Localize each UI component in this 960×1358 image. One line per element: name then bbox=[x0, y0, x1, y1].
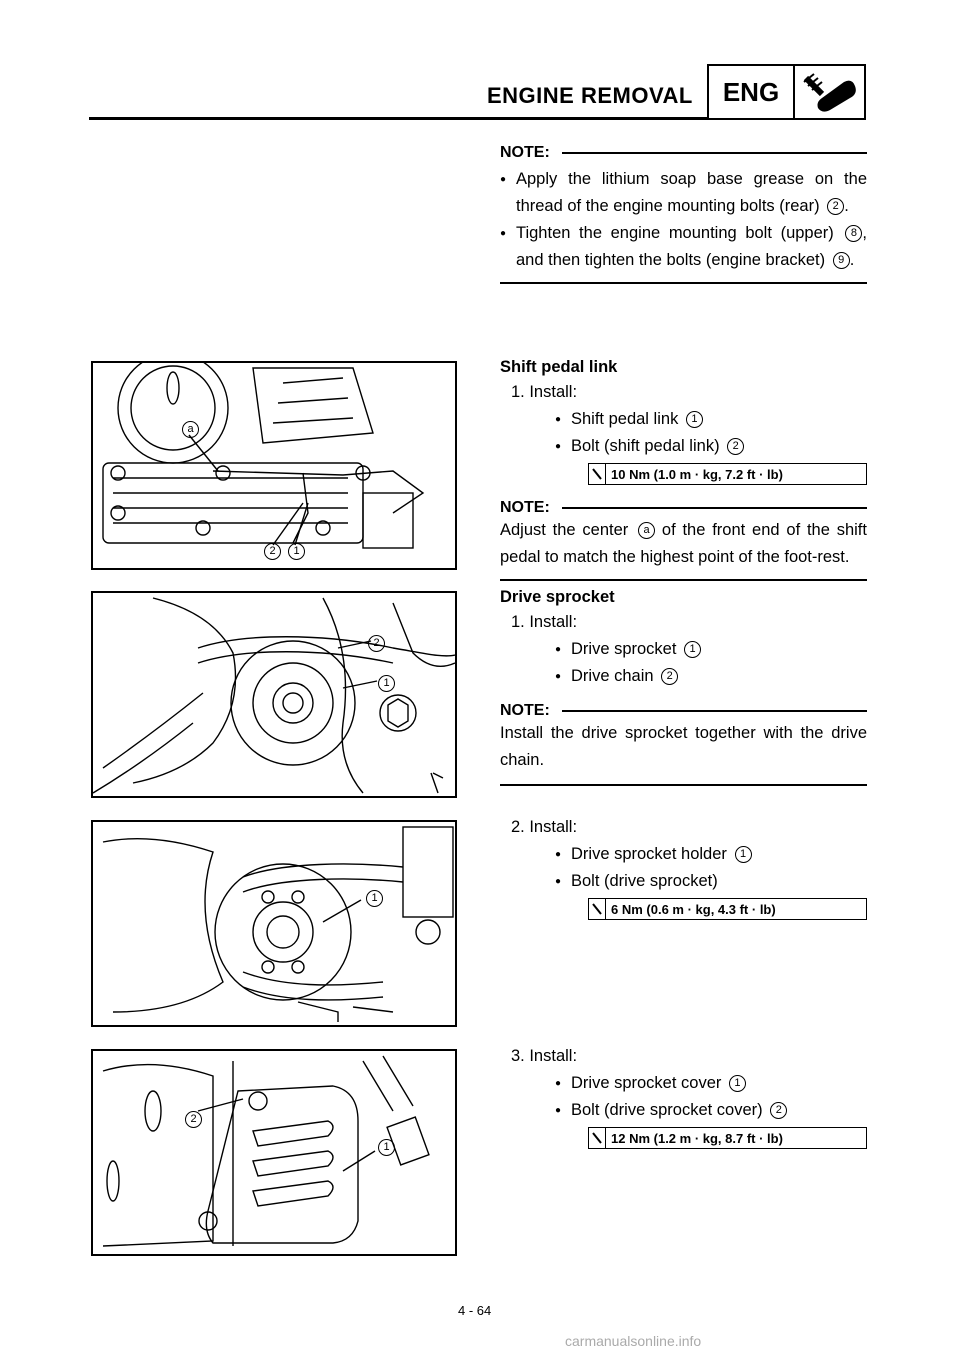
ref-number: 1 bbox=[729, 1075, 746, 1092]
note-text: Adjust the center a of the front end of the shift pedal to match the highest point of the foot-rest. bbox=[500, 521, 867, 566]
section-badge bbox=[707, 64, 866, 120]
section-title: Shift pedal link bbox=[500, 358, 618, 376]
note-label: NOTE: bbox=[500, 499, 550, 516]
drive-sprocket-illustration bbox=[93, 593, 455, 796]
list-item: ● Drive chain 2 bbox=[555, 663, 867, 690]
figure-shift-pedal bbox=[91, 361, 457, 570]
figure-label: 2 bbox=[264, 543, 281, 560]
list-item: ● Bolt (shift pedal link) 2 bbox=[555, 433, 867, 460]
section-shift-pedal bbox=[500, 358, 867, 581]
torque-spec: 10 Nm (1.0 m · kg, 7.2 ft · lb) bbox=[588, 463, 867, 485]
ref-number: 2 bbox=[770, 1102, 787, 1119]
torque-wrench-icon bbox=[589, 464, 606, 484]
figure-sprocket-cover bbox=[91, 1049, 457, 1256]
note-end-rule bbox=[500, 282, 867, 284]
shift-pedal-illustration bbox=[93, 363, 455, 568]
header-rule bbox=[89, 117, 707, 120]
torque-wrench-icon bbox=[589, 899, 606, 919]
sprocket-holder-illustration bbox=[93, 822, 455, 1025]
list-item: ● Drive sprocket cover 1 bbox=[555, 1070, 867, 1097]
figure-label: 1 bbox=[378, 675, 395, 692]
note-item: ● Apply the lithium soap base grease on the thread of the engine mounting bolts (rear) 2 . bbox=[500, 166, 867, 220]
note-end-rule bbox=[500, 784, 867, 786]
section-step-2 bbox=[500, 814, 867, 920]
figure-label: 1 bbox=[366, 890, 383, 907]
step-label: 2. Install: bbox=[511, 818, 578, 836]
note-block-1 bbox=[500, 144, 867, 284]
page-number: 4 - 64 bbox=[458, 1303, 492, 1318]
section-title: Drive sprocket bbox=[500, 588, 615, 606]
wrench-icon bbox=[795, 66, 864, 118]
figure-drive-sprocket bbox=[91, 591, 457, 798]
figure-label: 1 bbox=[288, 543, 305, 560]
list-item: ● Bolt (drive sprocket cover) 2 bbox=[555, 1097, 867, 1124]
note-header bbox=[500, 144, 867, 162]
ref-number: 8 bbox=[845, 225, 862, 242]
list-item: ● Shift pedal link 1 bbox=[555, 406, 867, 433]
ref-number: 2 bbox=[661, 668, 678, 685]
ref-number: 1 bbox=[686, 411, 703, 428]
list-item: ● Drive sprocket holder 1 bbox=[555, 841, 867, 868]
ref-number: 2 bbox=[827, 198, 844, 215]
torque-wrench-icon bbox=[589, 1128, 606, 1148]
step-label: 1. Install: bbox=[511, 613, 578, 631]
section-badge-label: ENG bbox=[709, 66, 795, 118]
list-item: ● Drive sprocket 1 bbox=[555, 636, 867, 663]
note-label: NOTE: bbox=[500, 144, 550, 161]
step-label: 3. Install: bbox=[511, 1047, 578, 1065]
section-step-3 bbox=[500, 1043, 867, 1149]
page-title: ENGINE REMOVAL bbox=[487, 83, 693, 108]
ref-number: 1 bbox=[684, 641, 701, 658]
figure-label: 2 bbox=[368, 635, 385, 652]
figure-sprocket-holder bbox=[91, 820, 457, 1027]
ref-letter: a bbox=[638, 522, 655, 539]
ref-number: 1 bbox=[735, 846, 752, 863]
section-drive-sprocket bbox=[500, 588, 867, 786]
note-text: Install the drive sprocket together with the drive chain. bbox=[500, 724, 867, 769]
watermark: carmanualsonline.info bbox=[565, 1333, 702, 1349]
torque-spec: 12 Nm (1.2 m · kg, 8.7 ft · lb) bbox=[588, 1127, 867, 1149]
torque-spec: 6 Nm (0.6 m · kg, 4.3 ft · lb) bbox=[588, 898, 867, 920]
ref-number: 2 bbox=[727, 438, 744, 455]
sprocket-cover-illustration bbox=[93, 1051, 455, 1254]
list-item: ● Bolt (drive sprocket) bbox=[555, 868, 867, 895]
ref-number: 9 bbox=[833, 252, 850, 269]
figure-label: a bbox=[182, 421, 199, 438]
note-label: NOTE: bbox=[500, 702, 550, 719]
note-end-rule bbox=[500, 579, 867, 581]
note-item: ● Tighten the engine mounting bolt (upper) 8 , and then tighten the bolts (engine bracket) 9 . bbox=[500, 220, 867, 274]
figure-label: 2 bbox=[185, 1111, 202, 1128]
note-header bbox=[500, 499, 867, 517]
figure-label: 1 bbox=[378, 1139, 395, 1156]
step-label: 1. Install: bbox=[511, 383, 578, 401]
note-header bbox=[500, 702, 867, 720]
